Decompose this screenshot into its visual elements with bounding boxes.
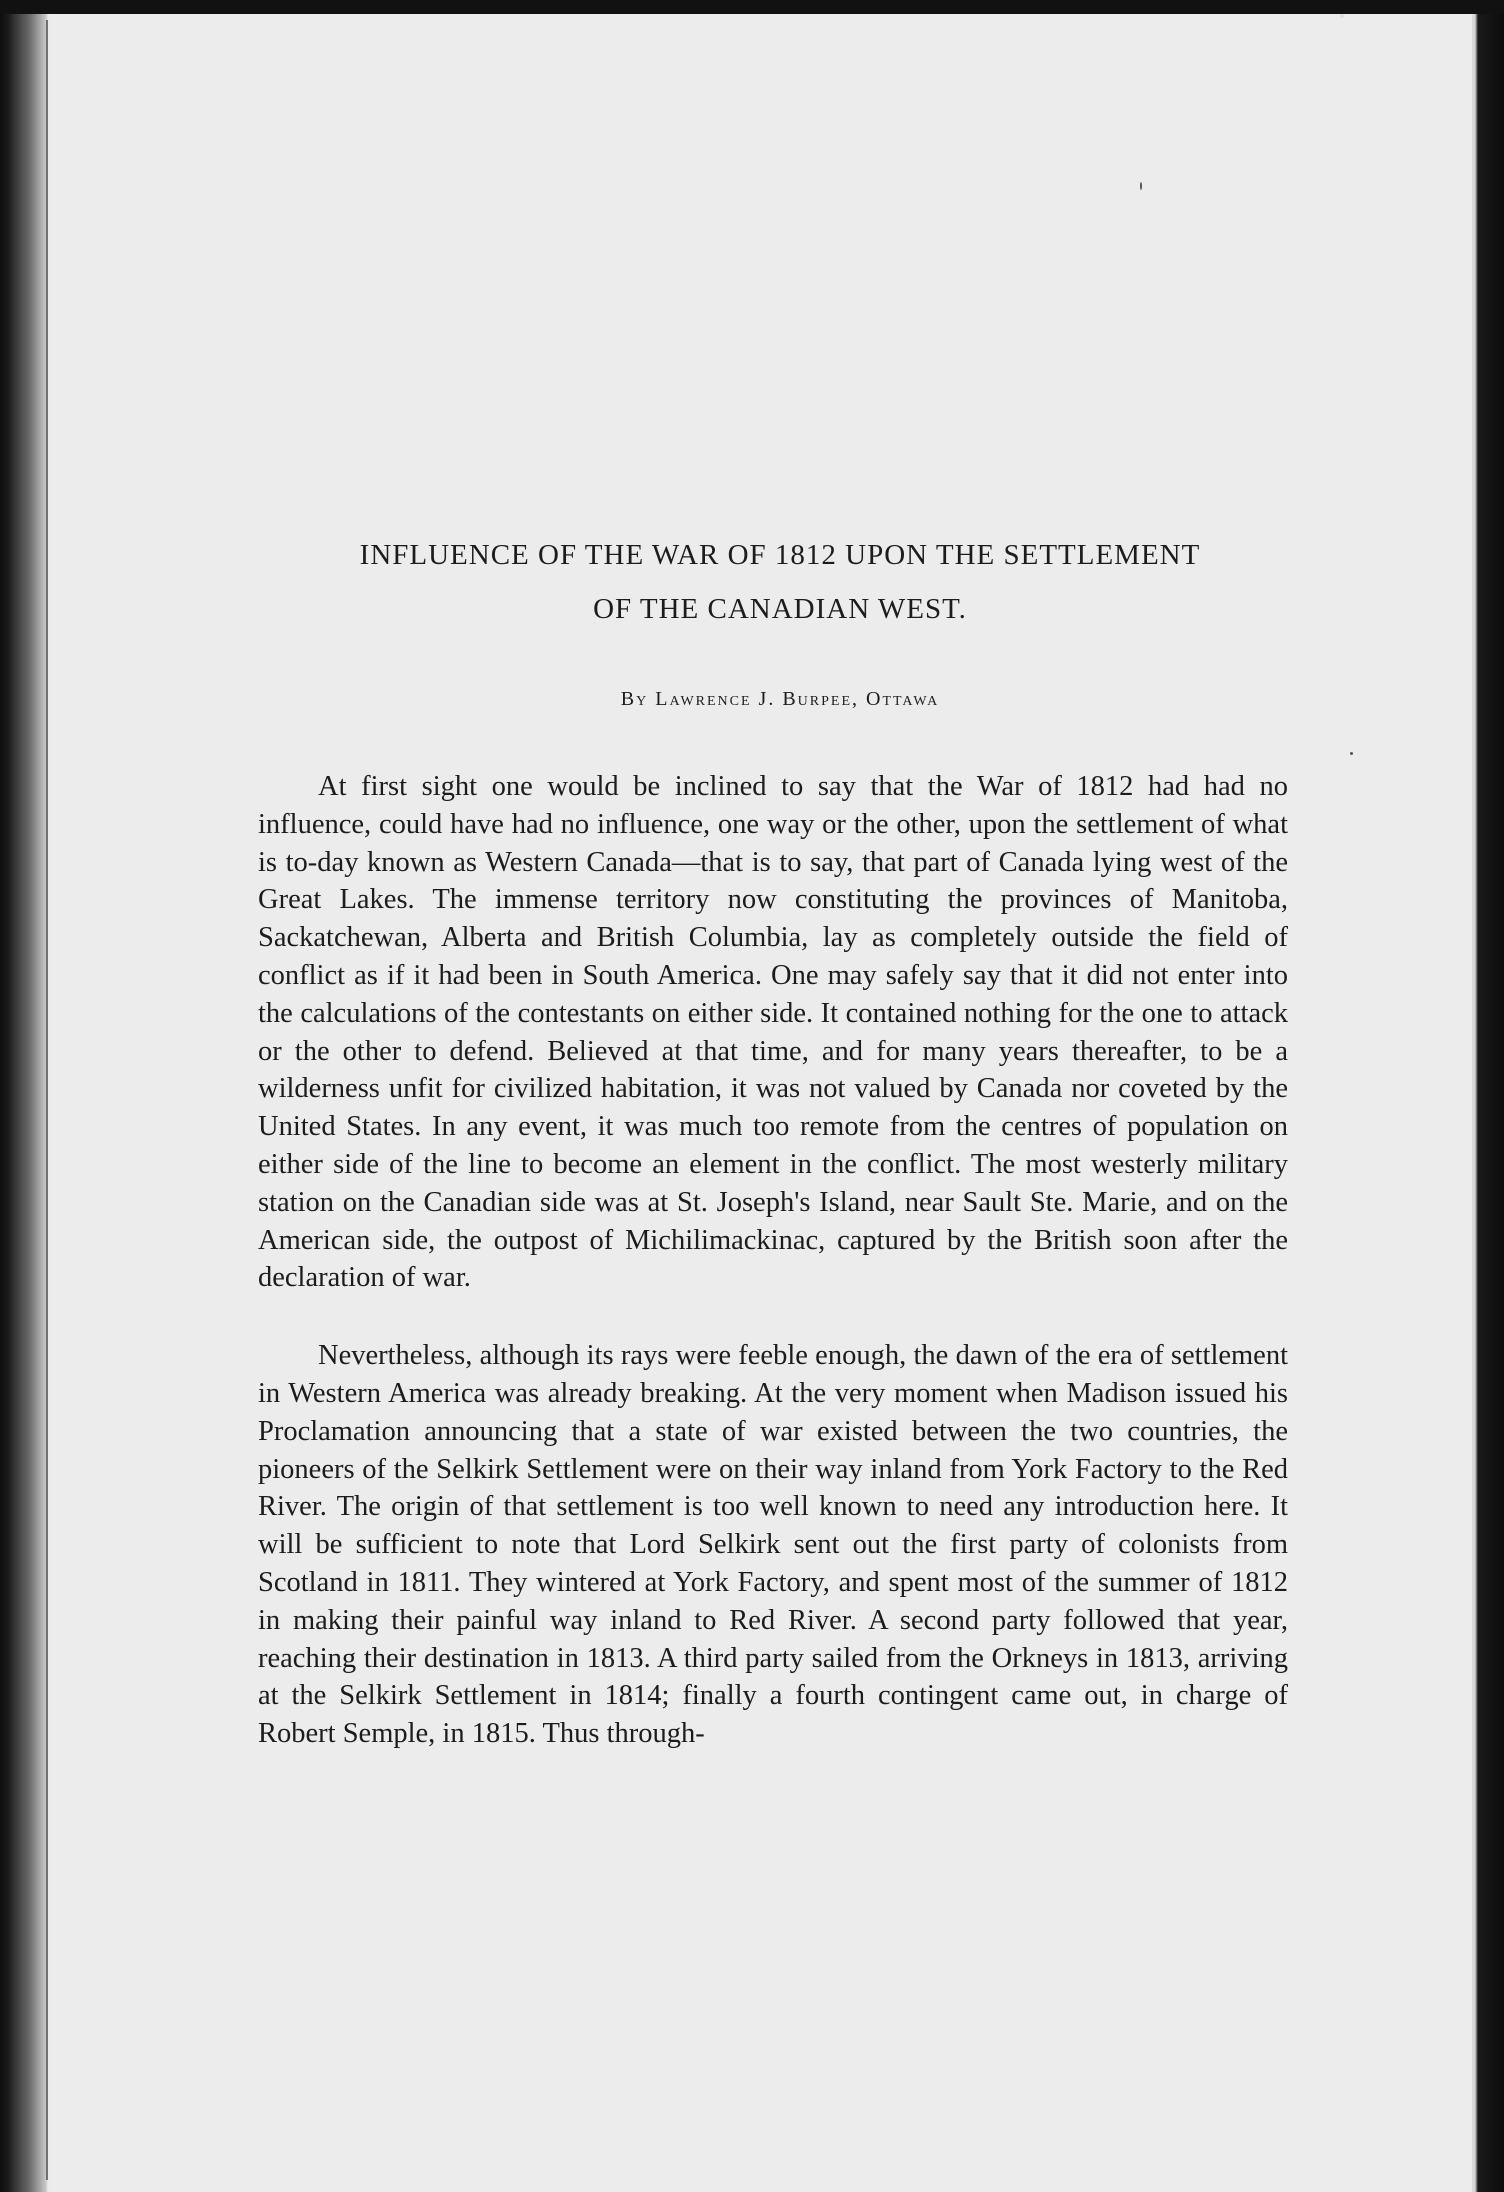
paragraph-2: Nevertheless, although its rays were feeble enough, the dawn of the era of settlement in Western America was already breaking. At the very moment when Madison issued his Proclamation announcing that a state of war existed between the two countries, the pioneers of the Selkirk Settlement were on their way inland from York Factory to the Red River. The origin of that settlement is too well known to need any introduction here. It will be sufficient to note that Lord Selkirk sent out the first party of colonists from Scotland in 1811. They wintered at York Factory, and spent most of the summer of 1812 in making their painful way inland to Red River. A second party followed that year, reaching their destination in 1813. A third party sailed from the Orkneys in 1813, arriving at the Selkirk Settlement in 1814; finally a fourth contingent came out, in charge of Robert Semple, in 1815. Thus through- (258, 1340, 1288, 1750)
article-byline: By Lawrence J. Burpee, Ottawa (620, 688, 940, 710)
page-gutter-line (46, 20, 48, 2180)
book-spine-shadow (0, 0, 48, 2192)
scan-speck (1350, 752, 1353, 755)
scan-top-border (0, 0, 1504, 14)
article-title-line-2: OF THE CANADIAN WEST. (593, 593, 967, 625)
article-body (258, 768, 1288, 1793)
scan-speck (1140, 182, 1142, 190)
article-title (260, 528, 1300, 636)
scan-speck (1340, 14, 1344, 18)
article-title-line-1: INFLUENCE OF THE WAR OF 1812 UPON THE SETTLEMENT (359, 539, 1201, 571)
paragraph-1: At first sight one would be inclined to say that the War of 1812 had had no influence, could have had no influence, one way or the other, upon the settlement of what is to-day known as Western Canada—that is to say, that part of Canada lying west of the Great Lakes. The immense territory now constituting the provinces of Manitoba, Sackatchewan, Alberta and British Columbia, lay as completely outside the field of conflict as if it had been in South America. One may safely say that it did not enter into the calculations of the contestants on either side. It contained nothing for the one to attack or the other to defend. Believed at that time, and for many years thereafter, to be a wilderness unfit for civilized habitation, it was not valued by Canada nor coveted by the United States. In any event, it was much too remote from the centres of population on either side of the line to become an element in the conflict. The most westerly military station on the Canadian side was at St. Joseph's Island, near Sault Ste. Marie, and on the American side, the outpost of Michilimackinac, captured by the British soon after the declaration of war. (258, 771, 1288, 1294)
